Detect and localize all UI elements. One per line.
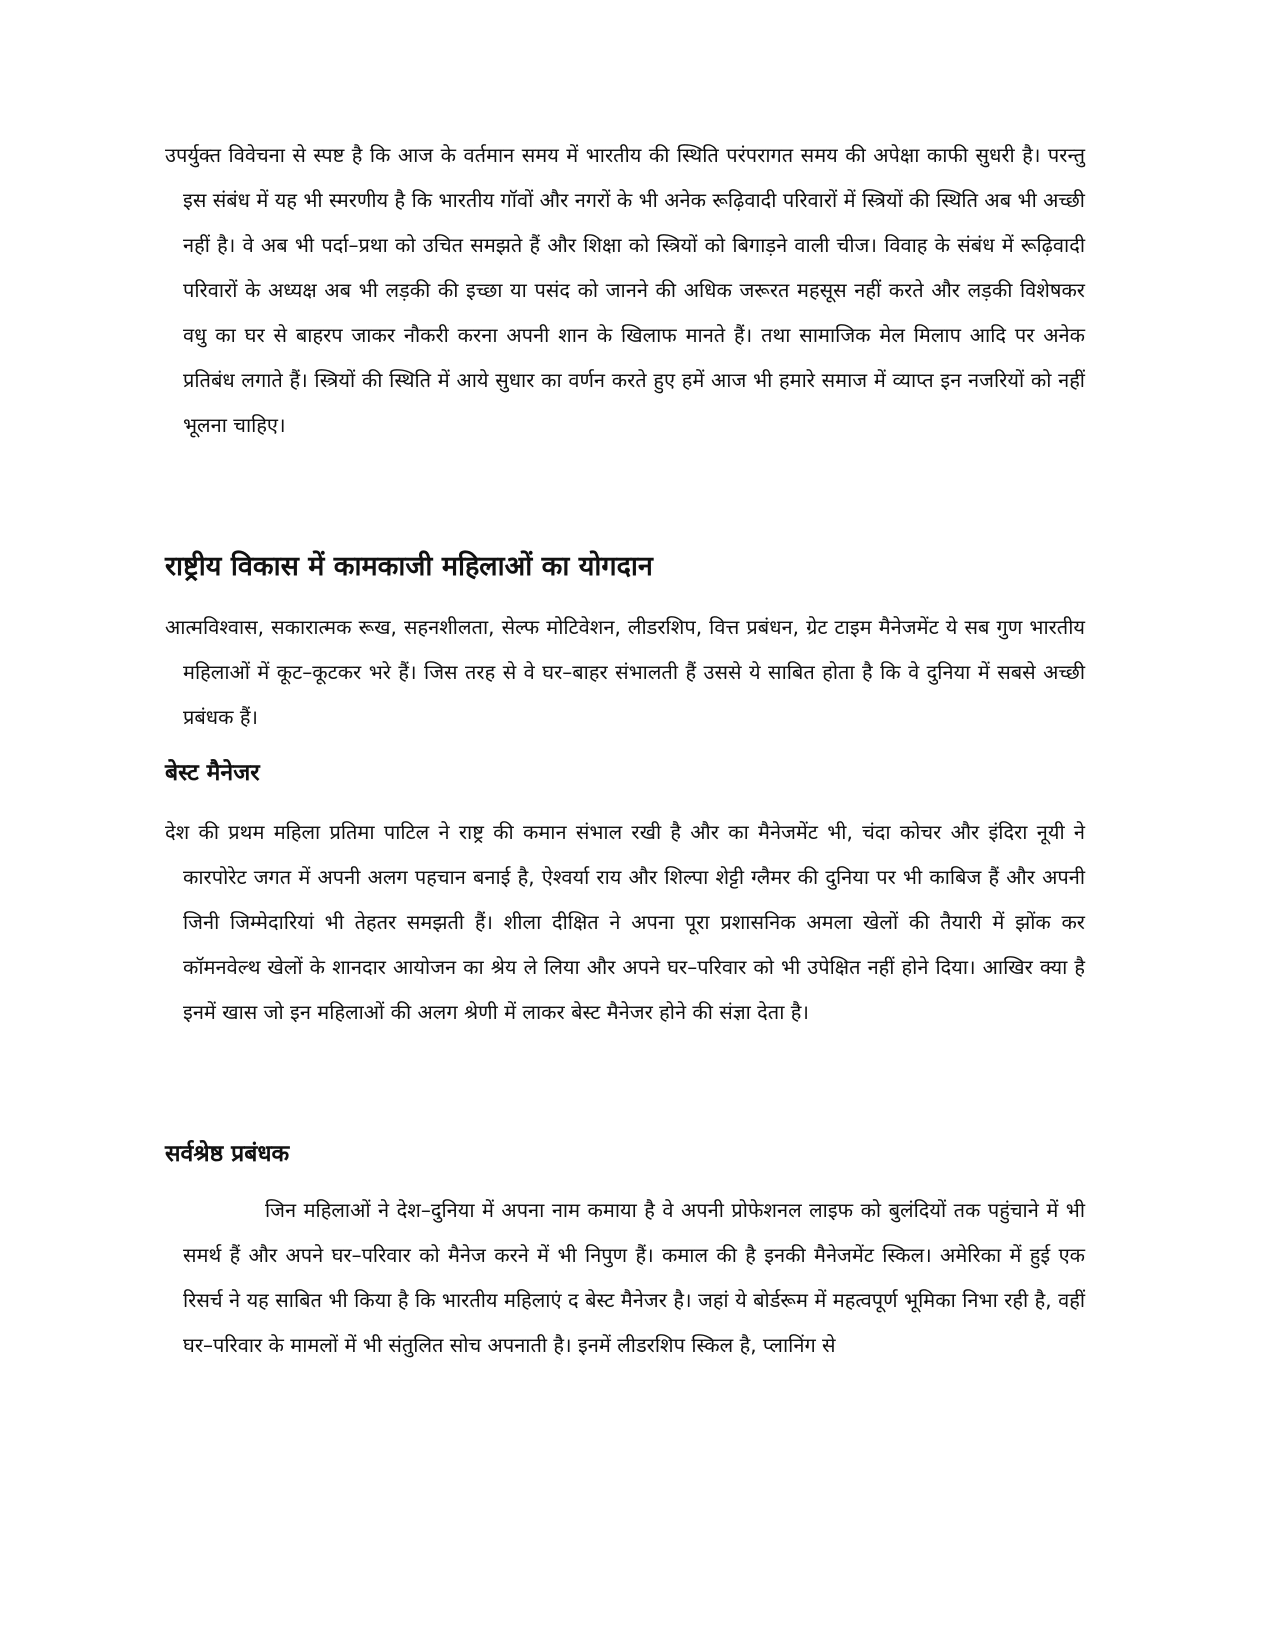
paragraph-intro: उपर्युक्त विवेचना से स्पष्ट है कि आज के वर्तमान समय में भारतीय की स्थिति परंपरागत समय की अपेक्षा काफी सुधरी है। परन्तु इस संबंध में यह भी स्मरणीय है कि भारतीय गॉवों और नगरों के भी अनेक रूढ़िवादी परिवारों में स्त्रियों की स्थिति अब भी अच्छी नहीं है। वे अब भी पर्दा–प्रथा को उचित समझते हैं और शिक्षा को स्त्रियों को बिगाड़ने वाली चीज। विवाह के संबंध में रूढ़िवादी परिवारों के अध्यक्ष अब भी लड़की की इच्छा या पसंद को जानने की अधिक जरूरत महसूस नहीं करते और लड़की विशेषकर वधु का घर से बाहरप जाकर नौकरी करना अपनी शान के खिलाफ मानते हैं। तथा सामाजिक मेल मिलाप आदि पर अनेक प्रतिबंध लगाते हैं। स्त्रियों की स्थिति में आये सुधार का वर्णन करते हुए हमें आज भी हमारे समाज में व्याप्त इन नजरियों को नहीं भूलना चाहिए।	[165, 143, 1085, 437]
paragraph-qualities: आत्मविश्वास, सकारात्मक रूख, सहनशीलता, सेल्फ मोटिवेशन, लीडरशिप, वित्त प्रबंधन, ग्रेट टाइम मैनेजमेंट ये सब गुण भारतीय महिलाओं में कूट–कूटकर भरे हैं। जिस तरह से वे घर–बाहर संभालती हैं उससे ये साबित होता है कि वे दुनिया में सबसे अच्छी प्रबंधक हैं।	[165, 615, 1085, 729]
section-heading-national-development: राष्ट्रीय विकास में कामकाजी महिलाओं का योगदान	[165, 551, 653, 582]
paragraph-top-manager: जिन महिलाओं ने देश–दुनिया में अपना नाम कमाया है वे अपनी प्रोफेशनल लाइफ को बुलंदियों तक पहुंचाने में भी समर्थ हैं और अपने घर–परिवार को मैनेज करने में भी निपुण हैं। कमाल की है इनकी मैनेजमेंट स्किल। अमेरिका में हुई एक रिसर्च ने यह साबित भी किया है कि भारतीय महिलाएं द बेस्ट मैनेजर है। जहां ये बोर्डरूम में महत्वपूर्ण भूमिका निभा रही है, वहीं घर–परिवार के मामलों में भी संतुलित सोच अपनाती है। इनमें लीडरशिप स्किल है, प्लानिंग से	[183, 1198, 1085, 1357]
section-heading-best-manager: बेस्ट मैनेजर	[165, 760, 260, 786]
paragraph-best-manager: देश की प्रथम महिला प्रतिमा पाटिल ने राष्ट्र की कमान संभाल रखी है और का मैनेजमेंट भी, चंदा कोचर और इंदिरा नूयी ने कारपोरेट जगत में अपनी अलग पहचान बनाई है, ऐश्वर्या राय और शिल्पा शेट्टी ग्लैमर की दुनिया पर भी काबिज हैं और अपनी जिनी जिम्मेदारियां भी तेहतर समझती हैं। शीला दीक्षित ने अपना पूरा प्रशासनिक अमला खेलों की तैयारी में झोंक कर कॉमनवेल्थ खेलों के शानदार आयोजन का श्रेय ले लिया और अपने घर–परिवार को भी उपेक्षित नहीं होने दिया। आखिर क्या है इनमें खास जो इन महिलाओं की अलग श्रेणी में लाकर बेस्ट मैनेजर होने की संज्ञा देता है।	[165, 820, 1085, 1024]
section-heading-top-manager: सर्वश्रेष्ठ प्रबंधक	[165, 1141, 290, 1167]
